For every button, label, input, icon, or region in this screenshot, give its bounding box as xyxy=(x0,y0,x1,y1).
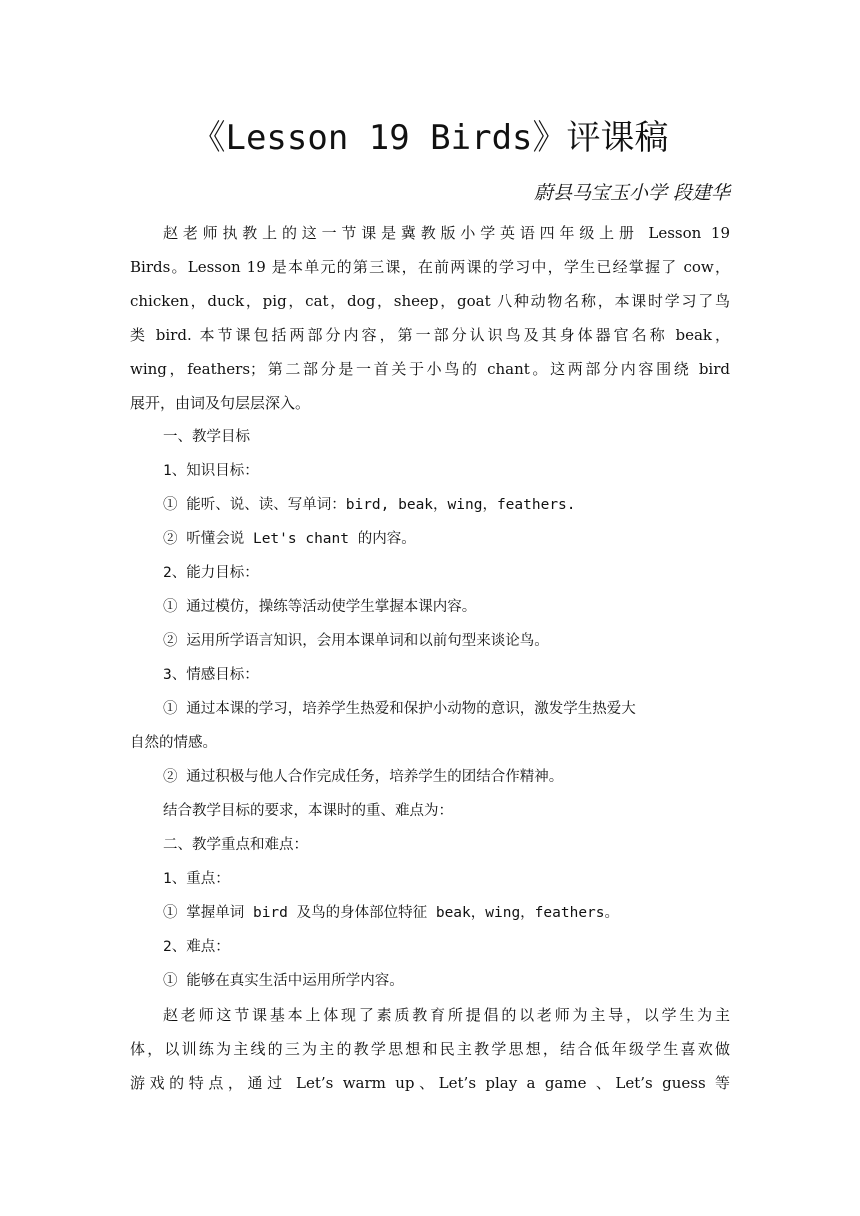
focus-item: ① 掌握单词 bird 及鸟的身体部位特征 beak，wing，feathers。 xyxy=(163,905,620,921)
intro-line-2: Birds。Lesson 19 是本单元的第三课，在前两课的学习中，学生已经掌握了 cow， xyxy=(130,258,730,276)
difficulty-heading: 2、难点： xyxy=(163,939,230,955)
intro-line-3: chicken，duck，pig，cat，dog，sheep，goat 八种动物名称，本课时学习了鸟 xyxy=(130,292,730,310)
knowledge-item-1: ① 能听、说、读、写单词：bird, beak，wing，feathers. xyxy=(163,497,576,513)
keypoints-heading: 二、教学重点和难点： xyxy=(163,837,308,853)
ability-heading: 2、能力目标： xyxy=(163,565,259,581)
knowledge-heading: 1、知识目标： xyxy=(163,463,259,479)
emotion-item-2: ② 通过积极与他人合作完成任务，培养学生的团结合作精神。 xyxy=(163,769,564,785)
closing-line-1: 赵老师这节课基本上体现了素质教育所提倡的以老师为主导，以学生为主 xyxy=(163,1006,730,1024)
ability-item-1: ① 通过模仿，操练等活动使学生掌握本课内容。 xyxy=(163,599,477,615)
emotion-item-1-continued: 自然的情感。 xyxy=(130,735,217,751)
focus-heading: 1、重点： xyxy=(163,871,230,887)
closing-line-2: 体，以训练为主线的三为主的教学思想和民主教学思想，结合低年级学生喜欢做 xyxy=(130,1040,730,1058)
intro-line-6: 展开，由词及句层层深入。 xyxy=(130,394,311,412)
document-title: 《Lesson 19 Birds》评课稿 xyxy=(191,118,669,158)
transition-text: 结合教学目标的要求，本课时的重、难点为： xyxy=(163,803,453,819)
goals-heading: 一、教学目标 xyxy=(163,429,250,445)
author-line: 蔚县马宝玉小学 段建华 xyxy=(533,182,730,204)
intro-line-4: 类 bird. 本节课包括两部分内容，第一部分认识鸟及其身体器官名称 beak， xyxy=(130,326,730,344)
ability-item-2: ② 运用所学语言知识，会用本课单词和以前句型来谈论鸟。 xyxy=(163,633,549,649)
knowledge-item-2: ② 听懂会说 Let's chant 的内容。 xyxy=(163,531,416,547)
intro-line-1: 赵老师执教上的这一节课是冀教版小学英语四年级上册 Lesson 19 xyxy=(163,224,730,242)
intro-line-5: wing，feathers；第二部分是一首关于小鸟的 chant。这两部分内容围绕 bird xyxy=(130,360,730,378)
emotion-heading: 3、情感目标： xyxy=(163,667,259,683)
emotion-item-1: ① 通过本课的学习，培养学生热爱和保护小动物的意识，激发学生热爱大 xyxy=(163,701,636,717)
closing-line-3: 游戏的特点，通过 Let’s warm up、Let’s play a game 、Let’s guess 等 xyxy=(130,1074,730,1092)
difficulty-item: ① 能够在真实生活中运用所学内容。 xyxy=(163,973,404,989)
